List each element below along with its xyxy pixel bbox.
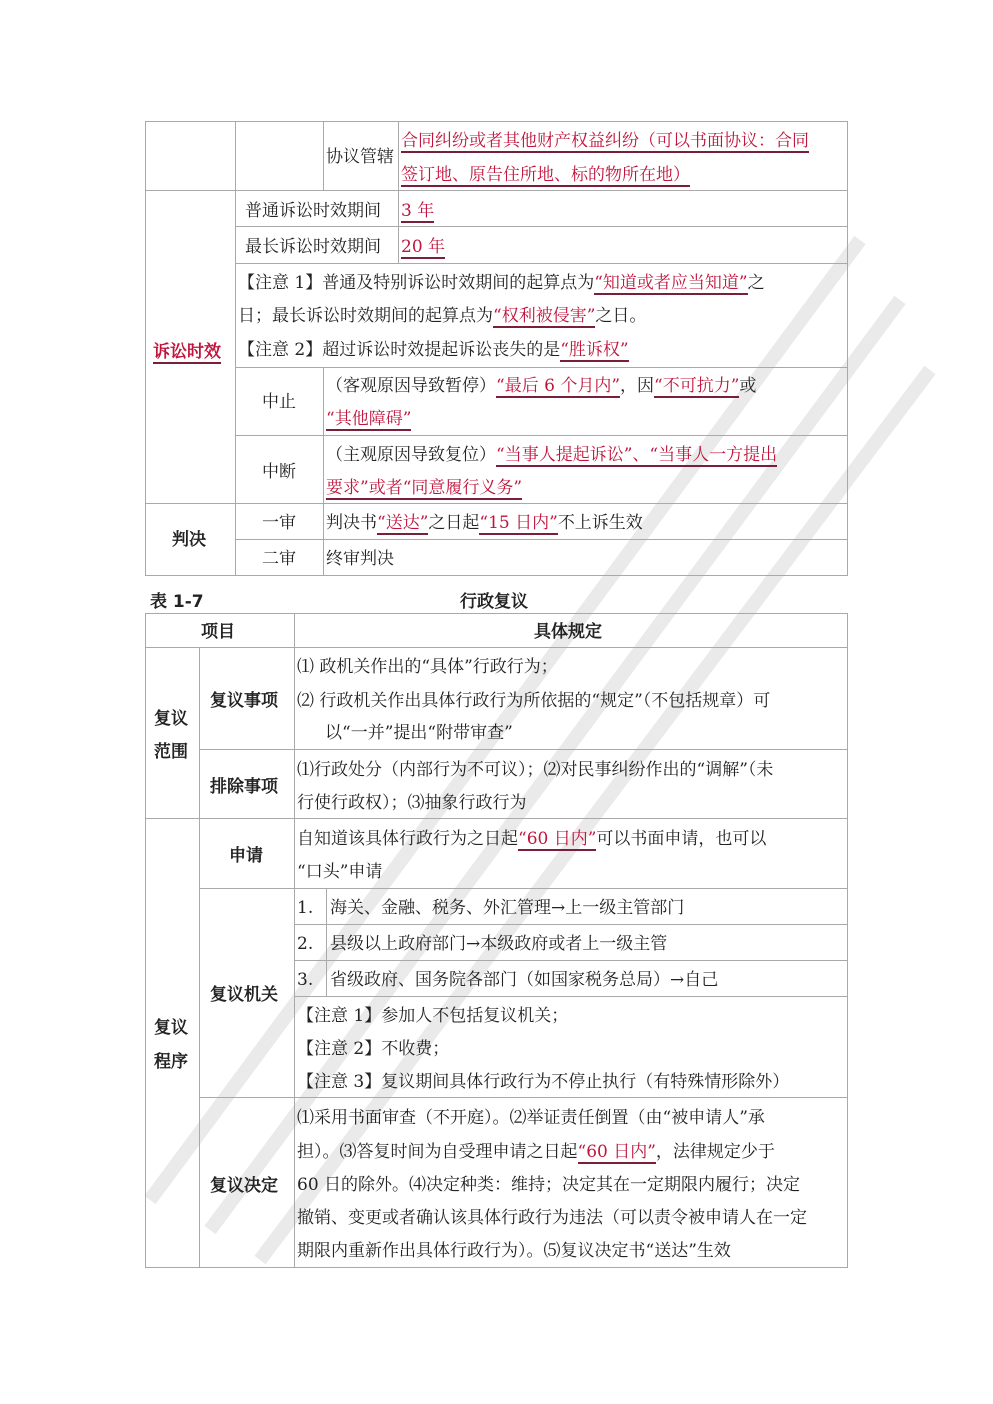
note2-line: 【注意 2】超过诉讼时效提起诉讼丧失的是“胜诉权” [238,340,629,360]
jueding-line3: 60 日的除外。⑷决定种类：维持；决定其在一定期限内履行；决定 [297,1175,801,1195]
jiguan-note-3: 【注意 3】复议期间具体行政行为不停止执行（有特殊情形除外） [297,1072,790,1092]
zhongzhi-line2: “其他障碍” [326,409,412,429]
table-title: 行政复议 [460,592,528,612]
zhongduan-label: 中断 [262,462,296,482]
shixiang-label: 复议事项 [210,691,278,711]
jiguan-note-2: 【注意 2】不收费； [297,1039,450,1059]
jiguan-label: 复议机关 [210,985,278,1005]
putong-label: 普通诉讼时效期间 [245,201,381,221]
zhongzhi-label: 中止 [262,392,296,412]
jiguan-num-1: 1. [297,898,314,918]
jiguan-num-3: 3. [297,970,314,990]
chengxu-label-1: 复议 [154,1018,188,1038]
chengxu-label-2: 程序 [154,1052,188,1072]
zhongduan-line2: 要求”或者“同意履行义务” [326,478,523,498]
head-rule-label: 具体规定 [534,622,602,642]
cell-blank-b [235,121,324,191]
head-item-label: 项目 [201,622,235,642]
cell-zuichang-value [398,226,848,264]
cell-ershen-text [323,539,848,576]
zuichang-label: 最长诉讼时效期间 [245,237,381,257]
note1-line2: 日；最长诉讼时效期间的起算点为“权利被侵害”之日。 [238,306,647,326]
fanwei-label-2: 范围 [154,742,188,762]
jiguan-num-2: 2. [297,934,314,954]
jueding-line4: 撤销、变更或者确认该具体行政行为违法（可以责令被申请人在一定 [297,1208,807,1228]
shixiang-line1: ⑴ 政机关作出的“具体”行政行为； [297,657,558,677]
zhongzhi-line1: （客观原因导致暂停）“最后 6 个月内”，因“不可抗力”或 [326,376,757,396]
zhongduan-line1: （主观原因导致复位）“当事人提起诉讼”、“当事人一方提出 [326,445,778,465]
jueding-label: 复议决定 [210,1176,278,1196]
paichu-label: 排除事项 [210,777,278,797]
xieyi-text-line2: 签订地、原告住所地、标的物所在地） [401,165,690,185]
ershen-label: 二审 [262,549,296,569]
shixiang-line2: ⑵ 行政机关作出具体行政行为所依据的“规定”（不包括规章）可 [297,691,771,711]
ershen-text: 终审判决 [326,549,394,569]
shixiang-line3: 以“一并”提出“附带审查” [325,723,513,743]
xieyi-text-line1: 合同纠纷或者其他财产权益纠纷（可以书面协议：合同 [401,131,809,151]
yishen-text: 判决书“送达”之日起“15 日内”不上诉生效 [326,513,643,533]
shixiao-label: 诉讼时效 [153,342,221,362]
jiguan-text-3: 省级政府、国务院各部门（如国家税务总局）→自己 [330,970,719,990]
cell-putong-value [398,190,848,227]
jiguan-text-2: 县级以上政府部门→本级政府或者上一级主管 [330,934,668,954]
putong-value: 3 年 [401,201,435,221]
shenqing-line2: “口头”申请 [297,862,383,882]
jueding-line5: 期限内重新作出具体行政行为）。⑸复议决定书“送达”生效 [297,1241,731,1261]
note1-line1: 【注意 1】普通及特别诉讼时效期间的起算点为“知道或者应当知道”之 [238,273,765,293]
jueding-line1: ⑴采用书面审查（不开庭）。⑵举证责任倒置（由“被申请人”承 [297,1108,765,1128]
paichu-line1: ⑴行政处分（内部行为不可议）；⑵对民事纠纷作出的“调解”（未 [297,760,774,780]
jiguan-note-1: 【注意 1】参加人不包括复议机关； [297,1006,569,1026]
panjue-label: 判决 [172,530,206,550]
zuichang-value: 20 年 [401,237,446,257]
yishen-label: 一审 [262,513,296,533]
cell-blank-a [145,121,236,191]
shenqing-label: 申请 [229,846,263,866]
fanwei-label-1: 复议 [154,709,188,729]
jiguan-text-1: 海关、金融、税务、外汇管理→上一级主管部门 [330,898,685,918]
xieyi-label: 协议管辖 [326,147,394,167]
jueding-line2: 担）。⑶答复时间为自受理申请之日起“60 日内”，法律规定少于 [297,1142,775,1162]
table-number: 表 1-7 [150,592,204,612]
shenqing-line1: 自知道该具体行政行为之日起“60 日内”可以书面申请，也可以 [297,829,767,849]
paichu-line2: 行使行政权）；⑶抽象行政行为 [297,793,527,813]
